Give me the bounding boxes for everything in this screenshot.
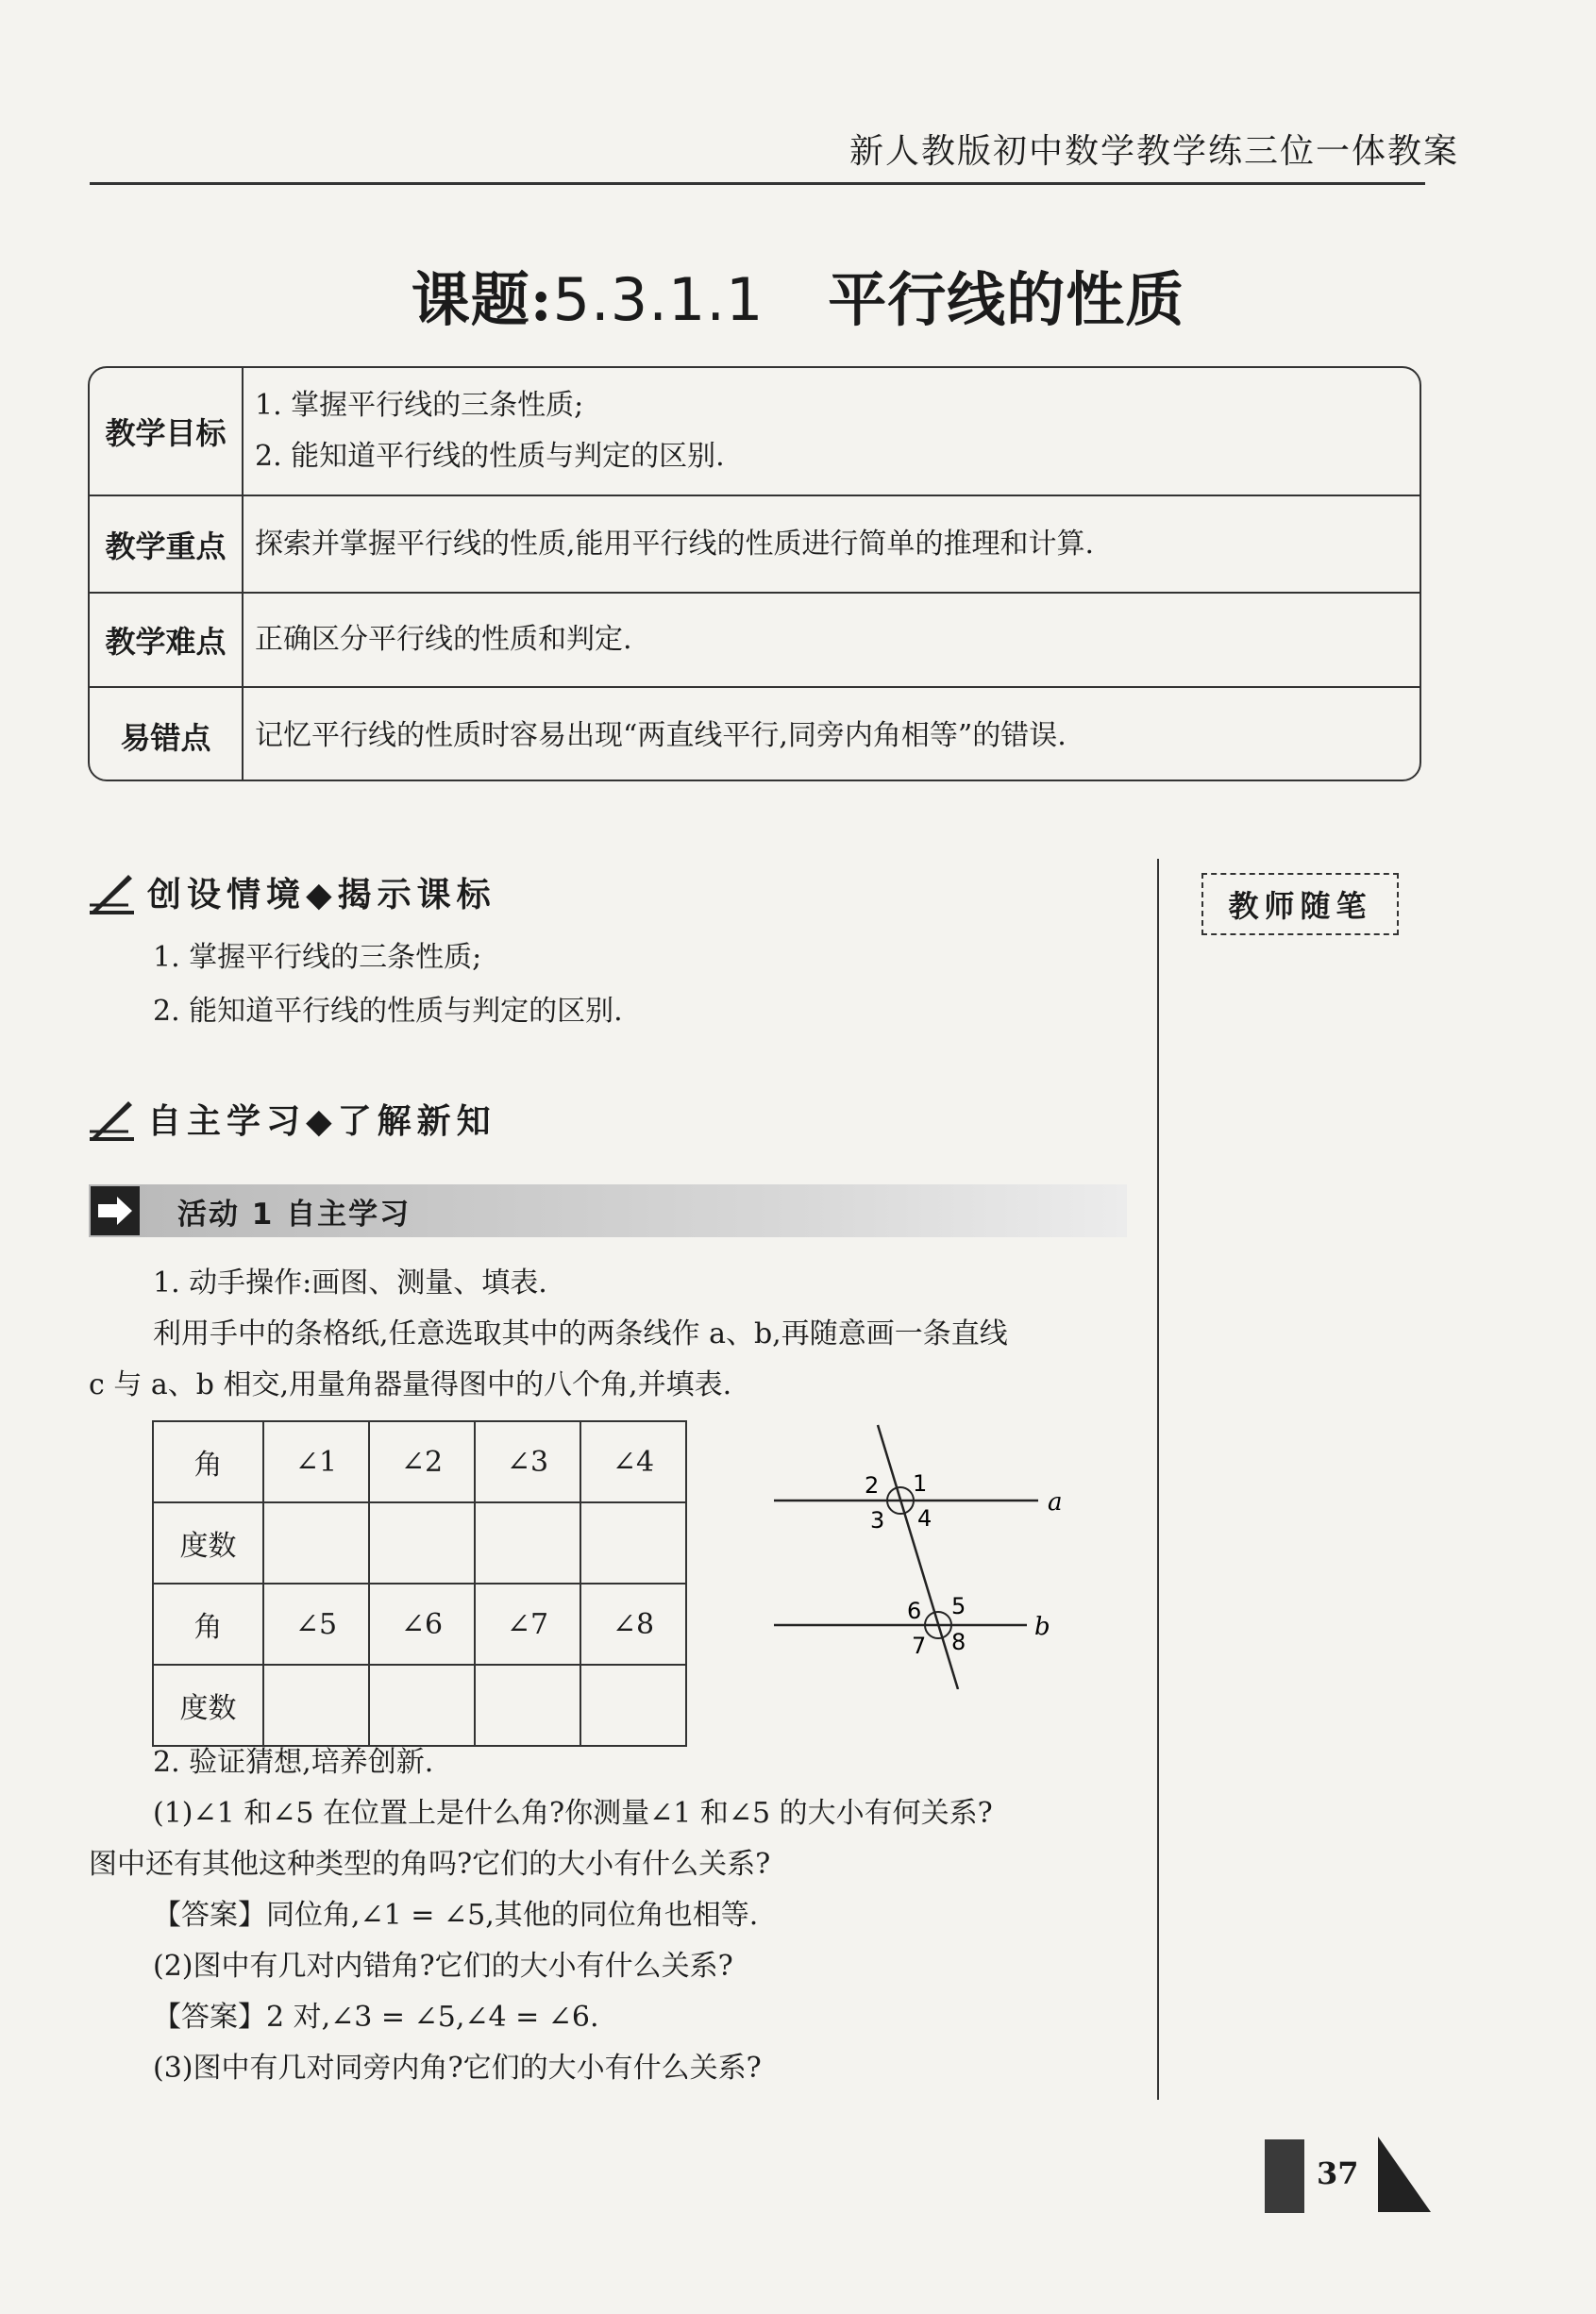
table-cell bbox=[369, 1665, 475, 1746]
table-row bbox=[153, 1665, 686, 1746]
row-content bbox=[244, 496, 1420, 592]
table-cell: 角 bbox=[153, 1421, 263, 1502]
angle-label: 1 bbox=[913, 1470, 928, 1497]
table-cell: ∠2 bbox=[369, 1421, 475, 1502]
section1-item: 1. 掌握平行线的三条性质; bbox=[153, 941, 482, 974]
answer-line: 【答案】2 对,∠3 = ∠5,∠4 = ∠6. bbox=[153, 2001, 599, 2034]
pen-icon bbox=[87, 1096, 138, 1143]
angle-measure-table bbox=[152, 1420, 687, 1747]
activity-label: 活动 1 自主学习 bbox=[177, 1197, 412, 1232]
table-cell: ∠6 bbox=[369, 1584, 475, 1665]
row-content bbox=[244, 688, 1420, 781]
title-prefix: 课题: bbox=[411, 265, 553, 334]
section-heading-2 bbox=[87, 1095, 496, 1143]
angle-label: 4 bbox=[917, 1505, 932, 1532]
table-cell bbox=[475, 1665, 580, 1746]
page-number: 37 bbox=[1317, 2155, 1359, 2191]
common-errors-row bbox=[90, 688, 1420, 781]
row-content bbox=[244, 368, 1420, 495]
section1-item: 2. 能知道平行线的性质与判定的区别. bbox=[153, 995, 623, 1028]
section-heading-1 bbox=[87, 868, 496, 916]
running-header: 新人教版初中数学教学练三位一体教案 bbox=[849, 132, 1460, 171]
pen-icon bbox=[87, 869, 138, 916]
table-cell: ∠1 bbox=[263, 1421, 369, 1502]
table-cell: 度数 bbox=[153, 1665, 263, 1746]
table-cell bbox=[580, 1665, 686, 1746]
parallel-lines-figure bbox=[774, 1416, 1076, 1689]
table-cell: ∠8 bbox=[580, 1584, 686, 1665]
table-cell bbox=[475, 1502, 580, 1584]
row-line: 探索并掌握平行线的性质,能用平行线的性质进行简单的推理和计算. bbox=[255, 527, 1095, 561]
table-cell bbox=[369, 1502, 475, 1584]
table-cell bbox=[580, 1502, 686, 1584]
angle-label: 7 bbox=[912, 1633, 927, 1659]
table-row bbox=[153, 1502, 686, 1584]
row-content bbox=[244, 594, 1420, 686]
angle-label: 8 bbox=[951, 1629, 966, 1655]
title-name: 平行线的性质 bbox=[828, 265, 1185, 334]
table-cell: 度数 bbox=[153, 1502, 263, 1584]
lesson-title bbox=[0, 253, 1596, 337]
table-cell: ∠7 bbox=[475, 1584, 580, 1665]
row-line: 2. 能知道平行线的性质与判定的区别. bbox=[255, 440, 725, 473]
angle-label: 3 bbox=[870, 1507, 885, 1534]
arrow-right-icon bbox=[91, 1186, 140, 1235]
answer-line: 【答案】同位角,∠1 = ∠5,其他的同位角也相等. bbox=[153, 1899, 759, 1932]
margin-divider bbox=[1157, 859, 1159, 2100]
angle-label: 6 bbox=[907, 1598, 922, 1624]
step-1: 1. 动手操作:画图、测量、填表. bbox=[153, 1266, 547, 1300]
table-row bbox=[153, 1421, 686, 1502]
table-row bbox=[153, 1584, 686, 1665]
paragraph-line: 利用手中的条格纸,任意选取其中的两条线作 a、b,再随意画一条直线 bbox=[153, 1317, 1008, 1350]
table-cell bbox=[263, 1665, 369, 1746]
table-cell: ∠5 bbox=[263, 1584, 369, 1665]
row-label: 教学目标 bbox=[90, 368, 244, 495]
question-line: (1)∠1 和∠5 在位置上是什么角?你测量∠1 和∠5 的大小有何关系? bbox=[153, 1797, 993, 1830]
header-rule bbox=[90, 182, 1425, 185]
row-line: 1. 掌握平行线的三条性质; bbox=[255, 389, 584, 422]
key-points-row bbox=[90, 496, 1420, 594]
page-marker-block bbox=[1265, 2139, 1304, 2213]
table-cell: ∠4 bbox=[580, 1421, 686, 1502]
title-number: 5.3.1.1 bbox=[552, 265, 764, 334]
step-2: 2. 验证猜想,培养创新. bbox=[153, 1746, 434, 1779]
objectives-row bbox=[90, 368, 1420, 496]
question-line: (3)图中有几对同旁内角?它们的大小有什么关系? bbox=[153, 2052, 762, 2085]
line-label-b: b bbox=[1034, 1613, 1050, 1641]
row-label: 教学难点 bbox=[90, 594, 244, 686]
table-cell: ∠3 bbox=[475, 1421, 580, 1502]
row-line: 正确区分平行线的性质和判定. bbox=[255, 623, 632, 656]
row-label: 易错点 bbox=[90, 688, 244, 781]
angle-label: 5 bbox=[951, 1593, 966, 1619]
objectives-table bbox=[88, 366, 1421, 781]
paragraph-line: c 与 a、b 相交,用量角器量得图中的八个角,并填表. bbox=[89, 1368, 732, 1401]
corner-triangle-icon bbox=[1376, 2135, 1433, 2214]
line-label-a: a bbox=[1048, 1488, 1063, 1517]
question-line: 图中还有其他这种类型的角吗?它们的大小有什么关系? bbox=[89, 1848, 771, 1881]
activity-bar bbox=[89, 1184, 1127, 1237]
difficulties-row bbox=[90, 594, 1420, 688]
table-cell bbox=[263, 1502, 369, 1584]
teacher-notes-box: 教师随笔 bbox=[1201, 873, 1399, 935]
section-title: 自主学习◆了解新知 bbox=[147, 1102, 496, 1141]
row-line: 记忆平行线的性质时容易出现“两直线平行,同旁内角相等”的错误. bbox=[255, 718, 1067, 752]
section-title: 创设情境◆揭示课标 bbox=[147, 876, 496, 914]
angle-label: 2 bbox=[865, 1472, 880, 1499]
row-label: 教学重点 bbox=[90, 496, 244, 592]
question-line: (2)图中有几对内错角?它们的大小有什么关系? bbox=[153, 1950, 733, 1983]
table-cell: 角 bbox=[153, 1584, 263, 1665]
